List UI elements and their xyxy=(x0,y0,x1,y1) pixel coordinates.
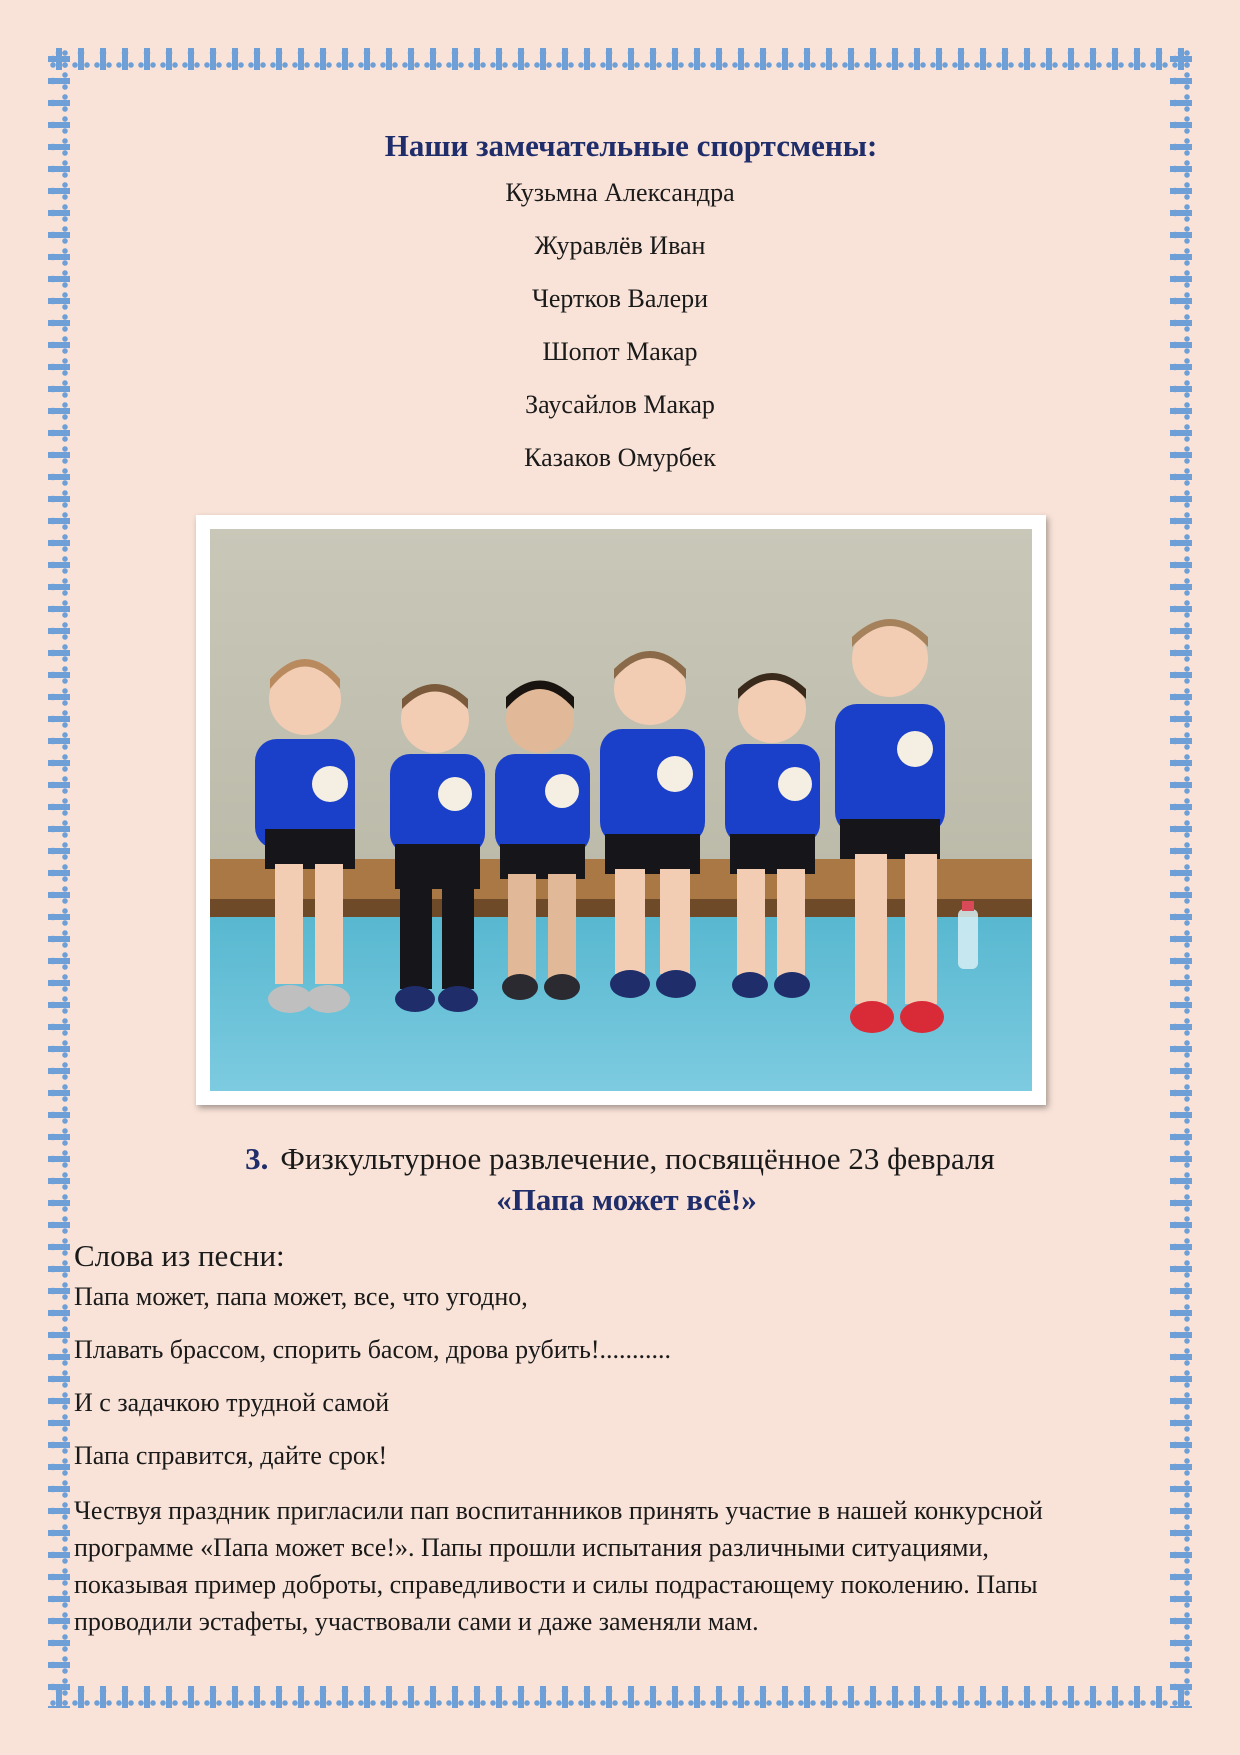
athlete-name: Кузьмна Александра xyxy=(505,178,735,207)
athlete-name: Казаков Омурбек xyxy=(524,443,716,472)
athletes-heading: Наши замечательные спортсмены: xyxy=(384,128,878,163)
athlete-name: Чертков Валери xyxy=(531,284,709,313)
athletes-list xyxy=(74,178,1166,496)
border-bottom xyxy=(48,1686,1192,1708)
team-photo-illustration xyxy=(210,529,1032,1091)
section-subtitle: «Папа может всё!» xyxy=(496,1182,757,1217)
song-heading: Слова из песни: xyxy=(74,1238,285,1273)
page-content xyxy=(74,120,1166,1636)
athlete-name: Журавлёв Иван xyxy=(534,231,706,260)
song-line: Плавать брассом, спорить басом, дрова рубить!........... xyxy=(74,1335,672,1364)
song-line: Папа может, папа может, все, что угодно, xyxy=(74,1282,528,1311)
border-right xyxy=(1170,48,1192,1708)
song-line: И с задачкою трудной самой xyxy=(74,1388,390,1417)
event-description: Чествуя праздник пригласили пап воспитанников принять участие в нашей конкурсной программе «Папа может все!». Папы прошли испытания различными ситуациями, показывая пример доброты, справедливости и силы подрастающему поколению. Папы проводили эстафеты, участвовали сами и даже заменяли мам. xyxy=(74,1496,1043,1636)
song-lines xyxy=(74,1282,671,1494)
team-photo-frame xyxy=(196,515,1046,1105)
section-title-text: Физкультурное развлечение, посвящённое 23 февраля xyxy=(280,1141,995,1176)
team-photo xyxy=(210,529,1032,1091)
section-number: 3. xyxy=(245,1141,269,1176)
border-top xyxy=(48,48,1192,70)
section-title xyxy=(74,1140,1166,1178)
song-line: Папа справится, дайте срок! xyxy=(74,1441,388,1470)
border-left xyxy=(48,48,70,1708)
athlete-name: Заусайлов Макар xyxy=(525,390,715,419)
athlete-name: Шопот Макар xyxy=(542,337,698,366)
